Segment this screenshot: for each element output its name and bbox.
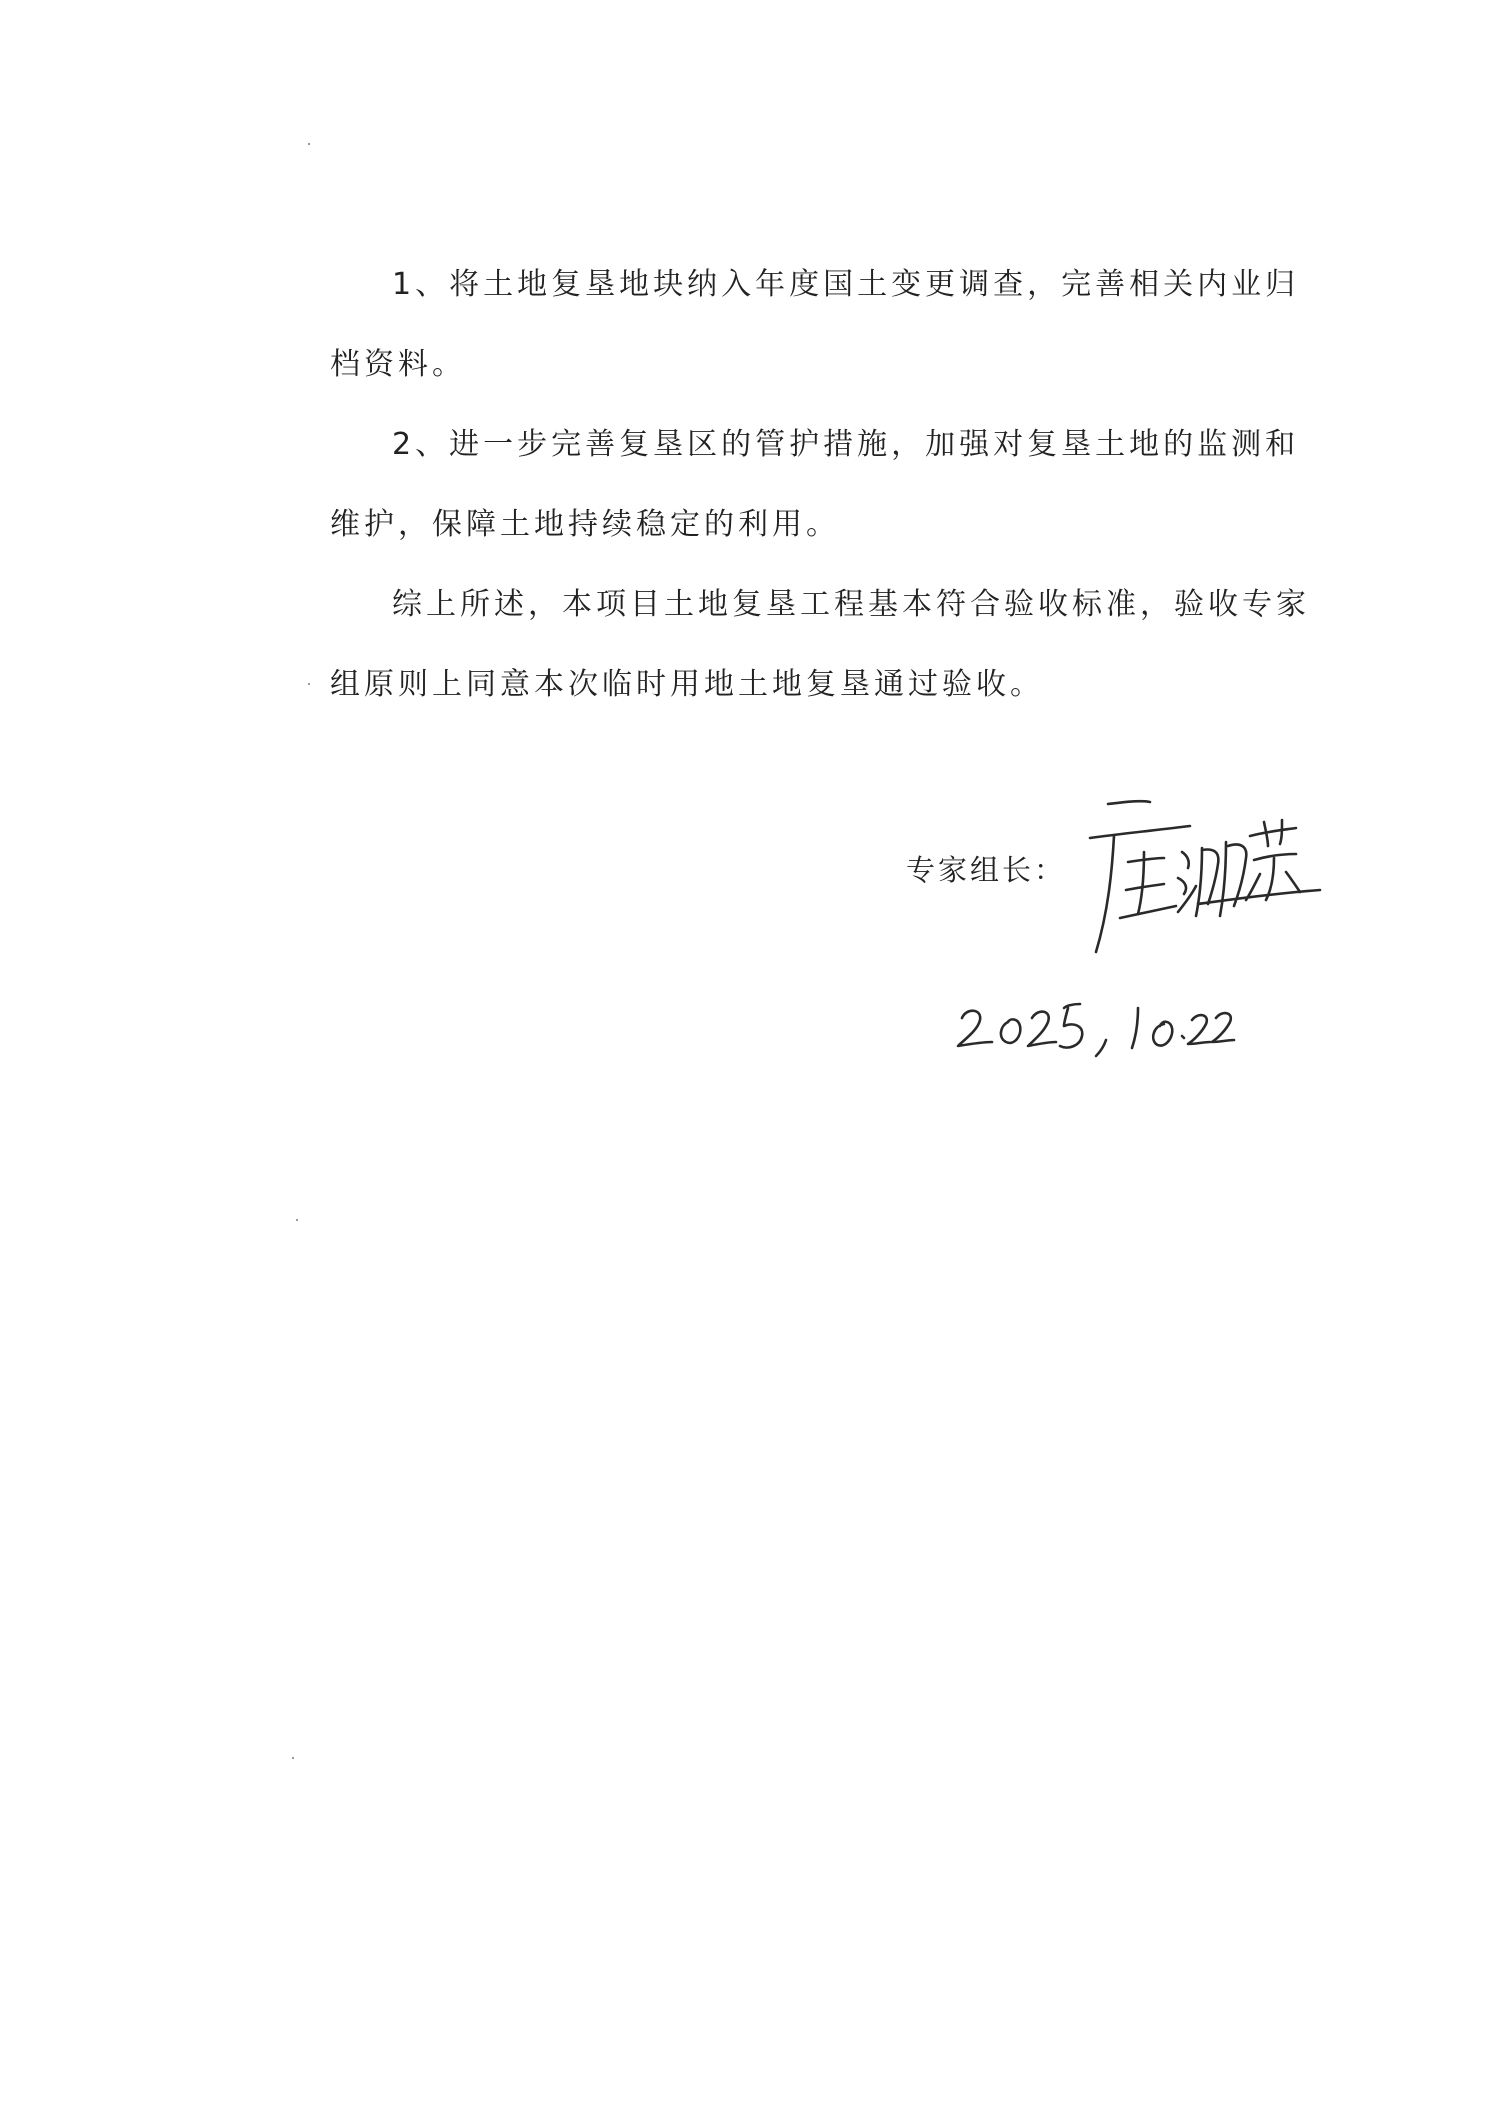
expert-leader-label: 专家组长： [906, 853, 1067, 887]
handwritten-signature [1078, 782, 1338, 982]
scan-speck [296, 1219, 298, 1221]
document-body [330, 245, 1310, 725]
paragraph-item-1: 1、将土地复垦地块纳入年度国土变更调查，完善相关内业归档资料。 [330, 267, 1300, 382]
scan-speck [292, 1757, 294, 1759]
paragraph-conclusion: 综上所述，本项目土地复垦工程基本符合验收标准，验收专家组原则上同意本次临时用地土地复垦通过验收。 [330, 587, 1310, 702]
handwritten-date [948, 988, 1238, 1068]
paragraph-item-2: 2、进一步完善复垦区的管护措施，加强对复垦土地的监测和维护，保障土地持续稳定的利用。 [330, 427, 1300, 542]
scan-speck [308, 683, 310, 685]
scan-speck [308, 143, 310, 145]
